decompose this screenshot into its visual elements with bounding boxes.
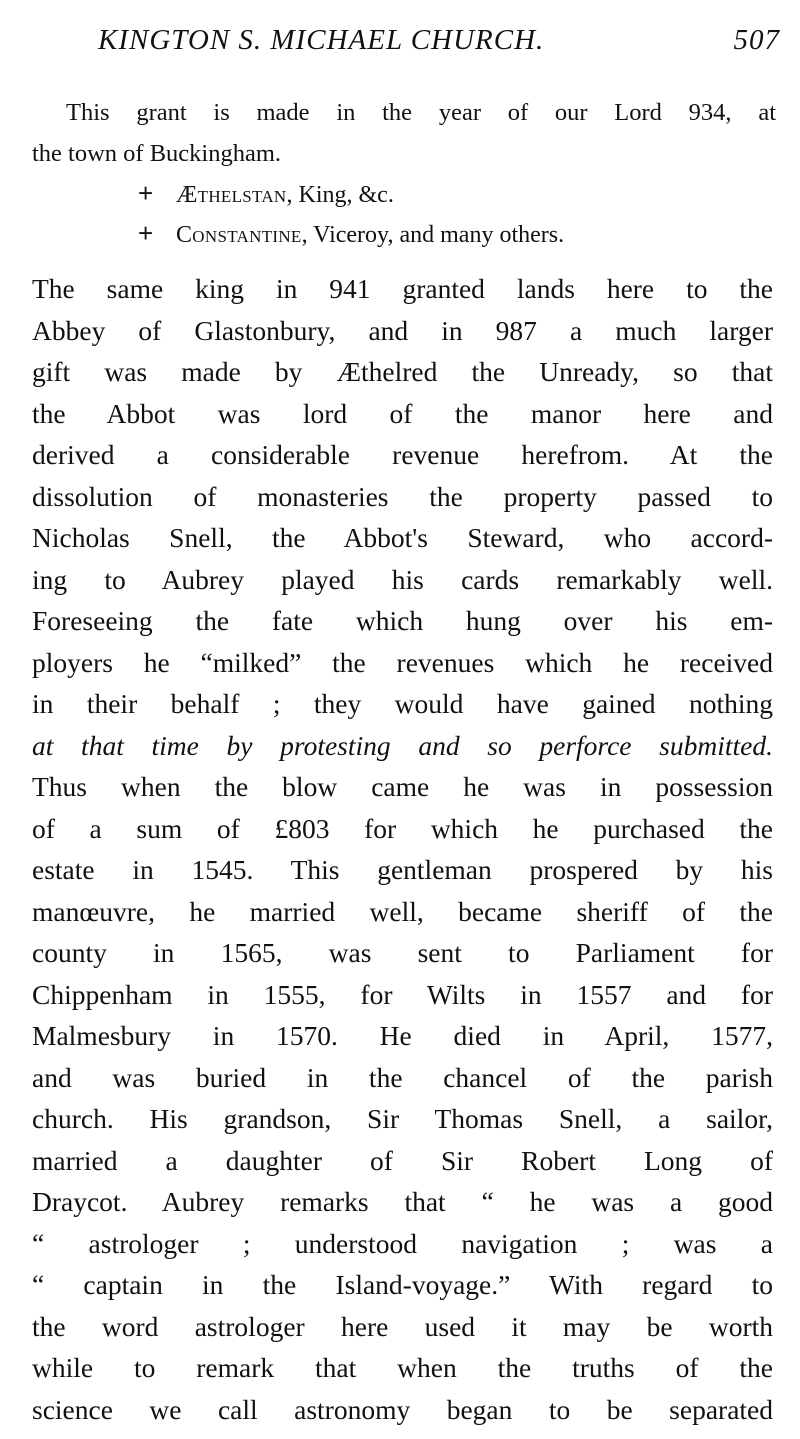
text-line: Draycot. Aubrey remarks that “ he was a good bbox=[32, 1186, 773, 1217]
text-line: Chippenham in 1555, for Wilts in 1557 and for bbox=[32, 978, 773, 1010]
text-line: gift was made by Æthelred the Unready, so that bbox=[32, 356, 773, 387]
text-line: county in 1565, was sent to Parliament for bbox=[32, 937, 773, 968]
cross-mark: + bbox=[138, 218, 154, 248]
grant-paragraph bbox=[32, 92, 776, 174]
text-line: Malmesbury in 1570. He died in April, 1577, bbox=[32, 1020, 773, 1051]
text-line: the word astrologer here used it may be worth bbox=[32, 1310, 773, 1342]
chapter-title: KINGTON S. MICHAEL CHURCH. bbox=[98, 24, 545, 56]
text-line: Foreseeing the fate which hung over his em- bbox=[32, 605, 773, 636]
cross-mark: + bbox=[138, 178, 154, 208]
signatory-title: , King, &c. bbox=[286, 182, 394, 208]
signature-constantine bbox=[138, 216, 564, 252]
text-line: married a daughter of Sir Robert Long of bbox=[32, 1144, 773, 1176]
signatory-name: Constantine bbox=[176, 222, 302, 248]
text-line: derived a considerable revenue herefrom. At the bbox=[32, 439, 773, 470]
signature-aethelstan bbox=[138, 176, 394, 212]
text-line: ing to Aubrey played his cards remarkably well. bbox=[32, 563, 773, 595]
grant-line-2: the town of Buckingham. bbox=[32, 140, 282, 167]
text-line: ployers he “milked” the revenues which he received bbox=[32, 646, 773, 678]
signatory-title: , Viceroy, and many others. bbox=[301, 222, 565, 248]
text-line: “ astrologer ; understood navigation ; was a bbox=[32, 1227, 773, 1259]
grant-line-1: This grant is made in the year of our Lord 934, at bbox=[66, 99, 776, 126]
text-line: dissolution of monasteries the property passed to bbox=[32, 480, 773, 512]
signatory-name: Æthelstan bbox=[176, 182, 287, 208]
body-paragraph bbox=[32, 268, 773, 1430]
text-line: Abbey of Glastonbury, and in 987 a much larger bbox=[32, 314, 773, 346]
page-number: 507 bbox=[733, 24, 780, 56]
text-line: The same king in 941 granted lands here to the bbox=[32, 273, 773, 304]
text-line: manœuvre, he married well, became sheriff of the bbox=[32, 895, 773, 927]
text-line: of a sum of £803 for which he purchased the bbox=[32, 812, 773, 844]
text-line: church. His grandson, Sir Thomas Snell, a sailor, bbox=[32, 1103, 773, 1134]
text-line: estate in 1545. This gentleman prospered by his bbox=[32, 854, 773, 885]
text-line: Nicholas Snell, the Abbot's Steward, who accord- bbox=[32, 522, 773, 553]
text-line: while to remark that when the truths of the bbox=[32, 1352, 773, 1383]
text-line: and was buried in the chancel of the parish bbox=[32, 1061, 773, 1093]
running-head bbox=[98, 14, 780, 62]
text-line: in their behalf ; they would have gained nothing bbox=[32, 688, 773, 719]
text-line: the Abbot was lord of the manor here and bbox=[32, 397, 773, 429]
text-line: science we call astronomy began to be separated bbox=[32, 1393, 773, 1425]
text-line: Thus when the blow came he was in possession bbox=[32, 771, 773, 802]
text-line: at that time by protesting and so perforce submitted. bbox=[32, 729, 773, 761]
text-line: “ captain in the Island-voyage.” With regard to bbox=[32, 1269, 773, 1300]
